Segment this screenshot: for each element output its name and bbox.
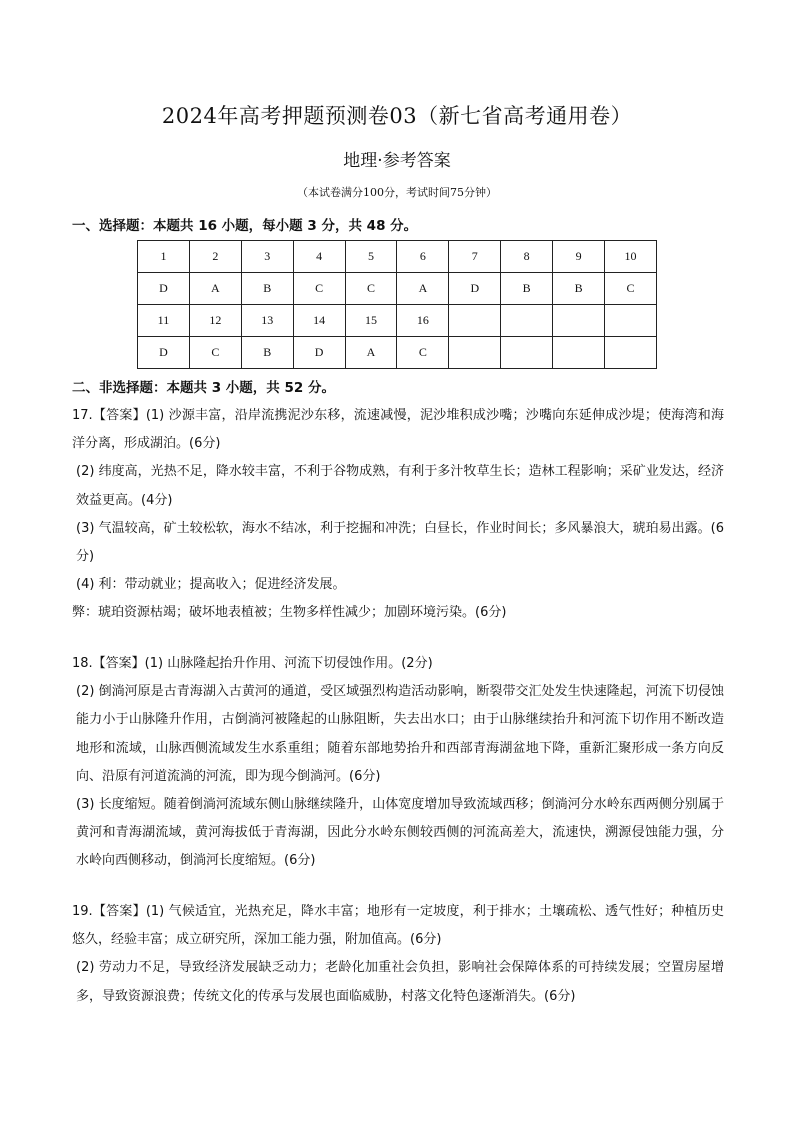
question-number-cell: 12 (189, 305, 241, 337)
question-number-cell (553, 305, 605, 337)
section-1-heading: 一、选择题：本题共 16 小题，每小题 3 分，共 48 分。 (72, 218, 418, 234)
question-number-cell: 10 (605, 241, 657, 273)
answer-letter-cell (553, 337, 605, 369)
answer-letter-cell (501, 337, 553, 369)
answer-letter-cell: A (345, 337, 397, 369)
answer-letter-cell: D (138, 337, 190, 369)
question-number-row (138, 305, 657, 337)
q19-part-2: (2) 劳动力不足，导致经济发展缺乏动力；老龄化加重社会负担，影响社会保障体系的可持续发展；空置房屋增多，导致资源浪费；传统文化的传承与发展也面临威胁，村落文化特色逐渐消失。(6分) (76, 960, 724, 1004)
section-2-heading: 二、非选择题：本题共 3 小题，共 52 分。 (72, 380, 335, 396)
question-number-cell: 3 (241, 241, 293, 273)
answer-letter-cell: B (553, 273, 605, 305)
question-number-cell: 16 (397, 305, 449, 337)
q18-part-3: (3) 长度缩短。随着倒淌河流域东侧山脉继续隆升，山体宽度增加导致流域西移；倒淌河分水岭东西两侧分别属于黄河和青海湖流域，黄河海拔低于青海湖，因此分水岭东侧较西侧的河流高差大，流速快，溯源侵蚀能力强，分水岭向西侧移动，倒淌河长度缩短。(6分) (76, 797, 724, 869)
q17-part-2: (2) 纬度高，光热不足，降水较丰富，不利于谷物成熟，有利于多汁牧草生长；造林工程影响；采矿业发达，经济效益更高。(4分) (76, 464, 724, 508)
q17-part-4: (4) 利：带动就业；提高收入；促进经济发展。 (76, 577, 346, 593)
question-number-cell: 9 (553, 241, 605, 273)
question-number-cell: 11 (138, 305, 190, 337)
answer-letter-cell: B (241, 337, 293, 369)
answer-letter-cell: D (449, 273, 501, 305)
question-number-cell: 5 (345, 241, 397, 273)
page-title: 2024年高考押题预测卷03（新七省高考通用卷） (161, 104, 633, 128)
answer-letter-cell: B (241, 273, 293, 305)
question-number-cell: 13 (241, 305, 293, 337)
page-subtitle: 地理·参考答案 (343, 151, 451, 171)
answer-letter-cell: B (501, 273, 553, 305)
q18-part-1: 18.【答案】(1) 山脉隆起抬升作用、河流下切侵蚀作用。(2分) (72, 656, 433, 671)
question-number-cell: 2 (189, 241, 241, 273)
question-17-answer (72, 402, 724, 628)
answer-letter-row (138, 337, 657, 369)
answer-letter-cell: D (293, 337, 345, 369)
q17-part-3: (3) 气温较高，矿土较松软，海水不结冰，利于挖掘和冲洗；白昼长，作业时间长；多风暴浪大，琥珀易出露。(6分) (76, 520, 724, 565)
answer-letter-cell: D (138, 273, 190, 305)
answer-letter-cell: A (397, 273, 449, 305)
question-number-cell: 6 (397, 241, 449, 273)
answer-letter-cell: C (605, 273, 657, 305)
q17-part-1: 17.【答案】(1) 沙源丰富，沿岸流携泥沙东移，流速减慢，泥沙堆积成沙嘴；沙嘴向东延伸成沙堤；使海湾和海洋分离，形成湖泊。(6分) (72, 408, 724, 452)
answer-letter-cell: C (397, 337, 449, 369)
answer-letter-cell: C (345, 273, 397, 305)
answer-letter-cell (605, 337, 657, 369)
answer-letter-cell: C (189, 337, 241, 369)
question-number-cell (449, 305, 501, 337)
answer-letter-row (138, 273, 657, 305)
question-number-cell: 15 (345, 305, 397, 337)
q17-part-5: 弊：琥珀资源枯竭；破坏地表植被；生物多样性减少；加剧环境污染。(6分) (72, 605, 507, 621)
question-number-cell: 7 (449, 241, 501, 273)
exam-note: （本试卷满分100分，考试时间75分钟） (297, 186, 497, 199)
answer-table (137, 240, 657, 369)
answer-letter-cell: C (293, 273, 345, 305)
answer-letter-cell (449, 337, 501, 369)
q18-part-2: (2) 倒淌河原是古青海湖入古黄河的通道，受区域强烈构造活动影响，断裂带交汇处发生快速隆起，河流下切侵蚀能力小于山脉隆升作用，古倒淌河被隆起的山脉阻断，失去出水口；由于山脉继续抬升和河流下切作用不断改造地形和流域，山脉西侧流域发生水系重组；随着东部地势抬升和西部青海湖盆地下降，重新汇聚形成一条方向反向、沿原有河道流淌的河流，即为现今倒淌河。(6分) (76, 684, 724, 784)
q19-part-1: 19.【答案】(1) 气候适宜，光热充足，降水丰富；地形有一定坡度，利于排水；土壤疏松、透气性好；种植历史悠久，经验丰富；成立研究所，深加工能力强，附加值高。(6分) (72, 904, 724, 948)
question-number-cell: 8 (501, 241, 553, 273)
question-number-cell (501, 305, 553, 337)
question-number-cell (605, 305, 657, 337)
question-18-answer (72, 650, 724, 876)
question-number-cell: 4 (293, 241, 345, 273)
question-19-answer (72, 898, 724, 1011)
question-number-row (138, 241, 657, 273)
question-number-cell: 14 (293, 305, 345, 337)
answer-letter-cell: A (189, 273, 241, 305)
question-number-cell: 1 (138, 241, 190, 273)
